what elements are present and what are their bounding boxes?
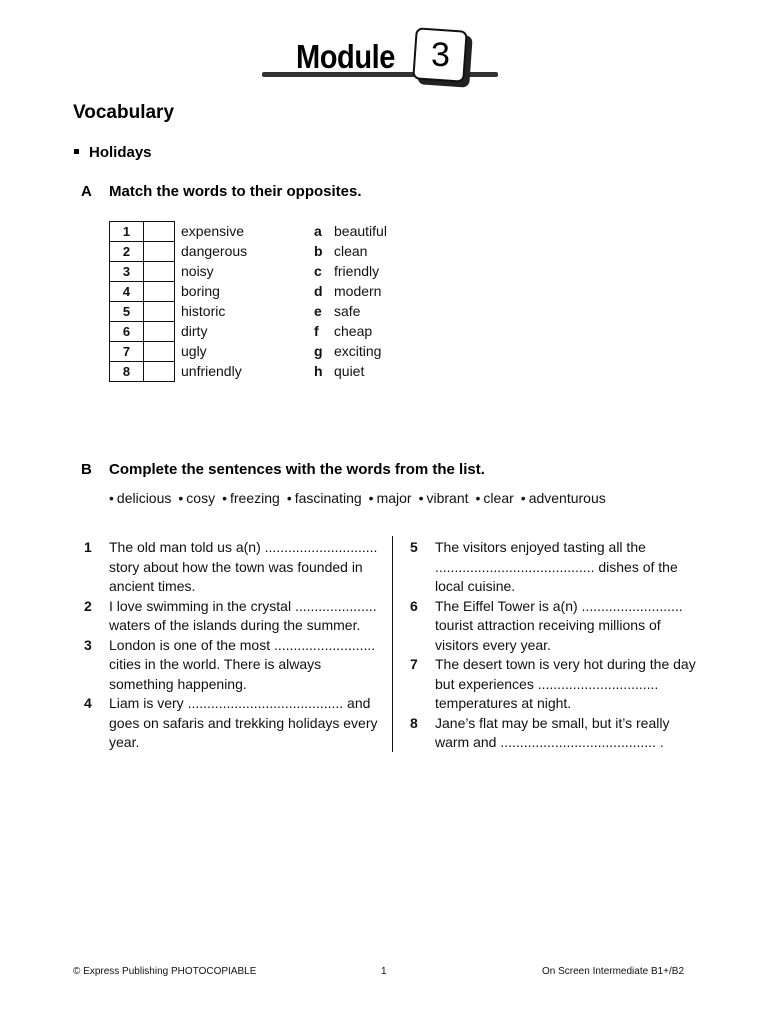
right-word-item	[314, 261, 387, 281]
answer-row-number: 7	[110, 342, 144, 362]
sentence-number: 5	[410, 539, 418, 555]
sentence-item	[84, 636, 386, 695]
sentence-item	[410, 655, 698, 714]
sentence-item	[84, 597, 386, 636]
right-word-letter: a	[314, 223, 322, 239]
answer-row	[110, 362, 175, 382]
answer-row-number: 8	[110, 362, 144, 382]
right-word-item	[314, 241, 387, 261]
word-bullet-icon: •	[418, 490, 424, 506]
module-word: Module	[296, 38, 395, 75]
answer-blank-box[interactable]	[144, 282, 175, 302]
answer-row-number: 2	[110, 242, 144, 262]
sentence-number: 3	[84, 636, 92, 653]
word-bank-item: freezing	[230, 490, 280, 506]
answer-row	[110, 342, 175, 362]
column-divider	[392, 536, 393, 752]
word-bank-item: vibrant	[426, 490, 469, 506]
left-word: expensive	[181, 223, 245, 239]
answer-row	[110, 302, 175, 322]
right-word-item	[314, 301, 387, 321]
sentence-text: The visitors enjoyed tasting all the ......................................... dishes of the local cuisine.	[435, 539, 678, 594]
right-word-item	[314, 281, 387, 301]
word-bullet-icon: •	[520, 490, 526, 506]
sentence-number: 6	[410, 597, 418, 614]
answer-row-number: 6	[110, 322, 144, 342]
exercise-a-instruction: Match the words to their opposites.	[109, 183, 362, 200]
answer-row	[110, 322, 175, 342]
word-bank-item: fascinating	[294, 490, 362, 506]
module-number: 3	[430, 35, 450, 74]
answer-row	[110, 222, 175, 242]
word-bullet-icon: •	[178, 490, 184, 506]
right-word: quiet	[334, 363, 365, 379]
exercise-b-letter: B	[81, 461, 92, 478]
answer-blank-box[interactable]	[144, 322, 175, 342]
answer-row-number: 3	[110, 262, 144, 282]
word-bullet-icon: •	[475, 490, 481, 506]
answer-blank-box[interactable]	[144, 302, 175, 322]
answer-blank-box[interactable]	[144, 222, 175, 242]
left-word: ugly	[181, 343, 207, 359]
left-word: historic	[181, 303, 226, 319]
answer-grid	[109, 221, 175, 382]
word-bank-item: adventurous	[528, 490, 606, 506]
right-word: safe	[334, 303, 361, 319]
square-bullet-icon	[74, 149, 79, 154]
right-word-item	[314, 341, 387, 361]
left-word: dirty	[181, 323, 208, 339]
right-word: exciting	[334, 343, 382, 359]
right-word: modern	[334, 283, 382, 299]
answer-row-number: 4	[110, 282, 144, 302]
right-word: clean	[334, 243, 368, 259]
right-word: cheap	[334, 323, 373, 339]
exercise-a-heading	[81, 183, 362, 200]
right-word-item	[314, 321, 387, 341]
exercise-a-letter: A	[81, 183, 92, 200]
right-word-letter: g	[314, 343, 323, 359]
word-bank-item: clear	[483, 490, 514, 506]
exercise-b-heading	[81, 461, 485, 478]
right-word-letter: c	[314, 263, 322, 279]
left-word-list	[181, 221, 247, 381]
sentence-number: 4	[84, 695, 92, 711]
left-word: unfriendly	[181, 363, 242, 379]
sentence-item	[84, 538, 386, 597]
right-word-letter: b	[314, 243, 323, 259]
right-word-letter: d	[314, 283, 323, 299]
sentence-text: Jane’s flat may be small, but it’s really warm and ........................................ .	[435, 714, 670, 750]
left-word: dangerous	[181, 243, 248, 259]
left-word: noisy	[181, 263, 214, 279]
answer-blank-box[interactable]	[144, 362, 175, 382]
sentence-number: 7	[410, 656, 418, 672]
sentences-right-column	[410, 538, 698, 753]
answer-row-number: 1	[110, 222, 144, 242]
sentences-left-column	[84, 538, 386, 753]
module-header	[262, 28, 498, 88]
right-word-item	[314, 221, 387, 241]
sentence-text: London is one of the most .......................... cities in the world. There is always something happening.	[109, 636, 376, 692]
sentence-number: 8	[410, 714, 418, 731]
answer-blank-box[interactable]	[144, 242, 175, 262]
subsection-title	[74, 144, 152, 161]
right-word-letter: h	[314, 363, 323, 379]
answer-row	[110, 282, 175, 302]
word-bullet-icon: •	[286, 490, 292, 506]
sentence-item	[410, 714, 698, 753]
sentence-item	[410, 538, 698, 597]
sentence-text: I love swimming in the crystal ..................... waters of the islands during the summer.	[109, 597, 377, 633]
right-word-letter: e	[314, 303, 322, 319]
answer-blank-box[interactable]	[144, 262, 175, 282]
exercise-b-instruction: Complete the sentences with the words from the list.	[109, 461, 485, 478]
sentence-number: 1	[84, 539, 92, 555]
sentence-text: The desert town is very hot during the day but experiences ............................... temperatures at night.	[435, 656, 696, 711]
word-bullet-icon: •	[368, 490, 374, 506]
right-word: friendly	[334, 263, 380, 279]
answer-blank-box[interactable]	[144, 342, 175, 362]
module-number-box	[412, 27, 468, 83]
sentence-number: 2	[84, 597, 92, 614]
word-bank-item: major	[376, 490, 412, 506]
answer-row-number: 5	[110, 302, 144, 322]
sentence-text: Liam is very ........................................ and goes on safaris and trekking holidays every year.	[109, 695, 378, 750]
word-bullet-icon: •	[109, 490, 114, 506]
right-word-letter: f	[314, 323, 319, 339]
sentence-item	[410, 597, 698, 656]
right-word-item	[314, 361, 387, 381]
right-word: beautiful	[334, 223, 387, 239]
word-bank	[109, 490, 613, 506]
answer-row	[110, 242, 175, 262]
sentence-text: The Eiffel Tower is a(n) .......................... tourist attraction receiving millions of visitors every year.	[435, 597, 683, 653]
footer-book-title: On Screen Intermediate B1+/B2	[542, 966, 685, 977]
word-bank-item: delicious	[116, 490, 172, 506]
left-word: boring	[181, 283, 220, 299]
footer-page-number: 1	[381, 966, 387, 977]
answer-row	[110, 262, 175, 282]
footer-copyright: © Express Publishing PHOTOCOPIABLE	[73, 966, 257, 977]
subsection-title-text: Holidays	[89, 144, 152, 161]
sentence-text: The old man told us a(n) ............................. story about how the town was founded in ancient times.	[109, 539, 378, 594]
sentence-item	[84, 694, 386, 753]
section-title: Vocabulary	[73, 102, 175, 123]
word-bank-item: cosy	[186, 490, 216, 506]
right-word-list	[314, 221, 387, 381]
word-bullet-icon: •	[222, 490, 227, 506]
